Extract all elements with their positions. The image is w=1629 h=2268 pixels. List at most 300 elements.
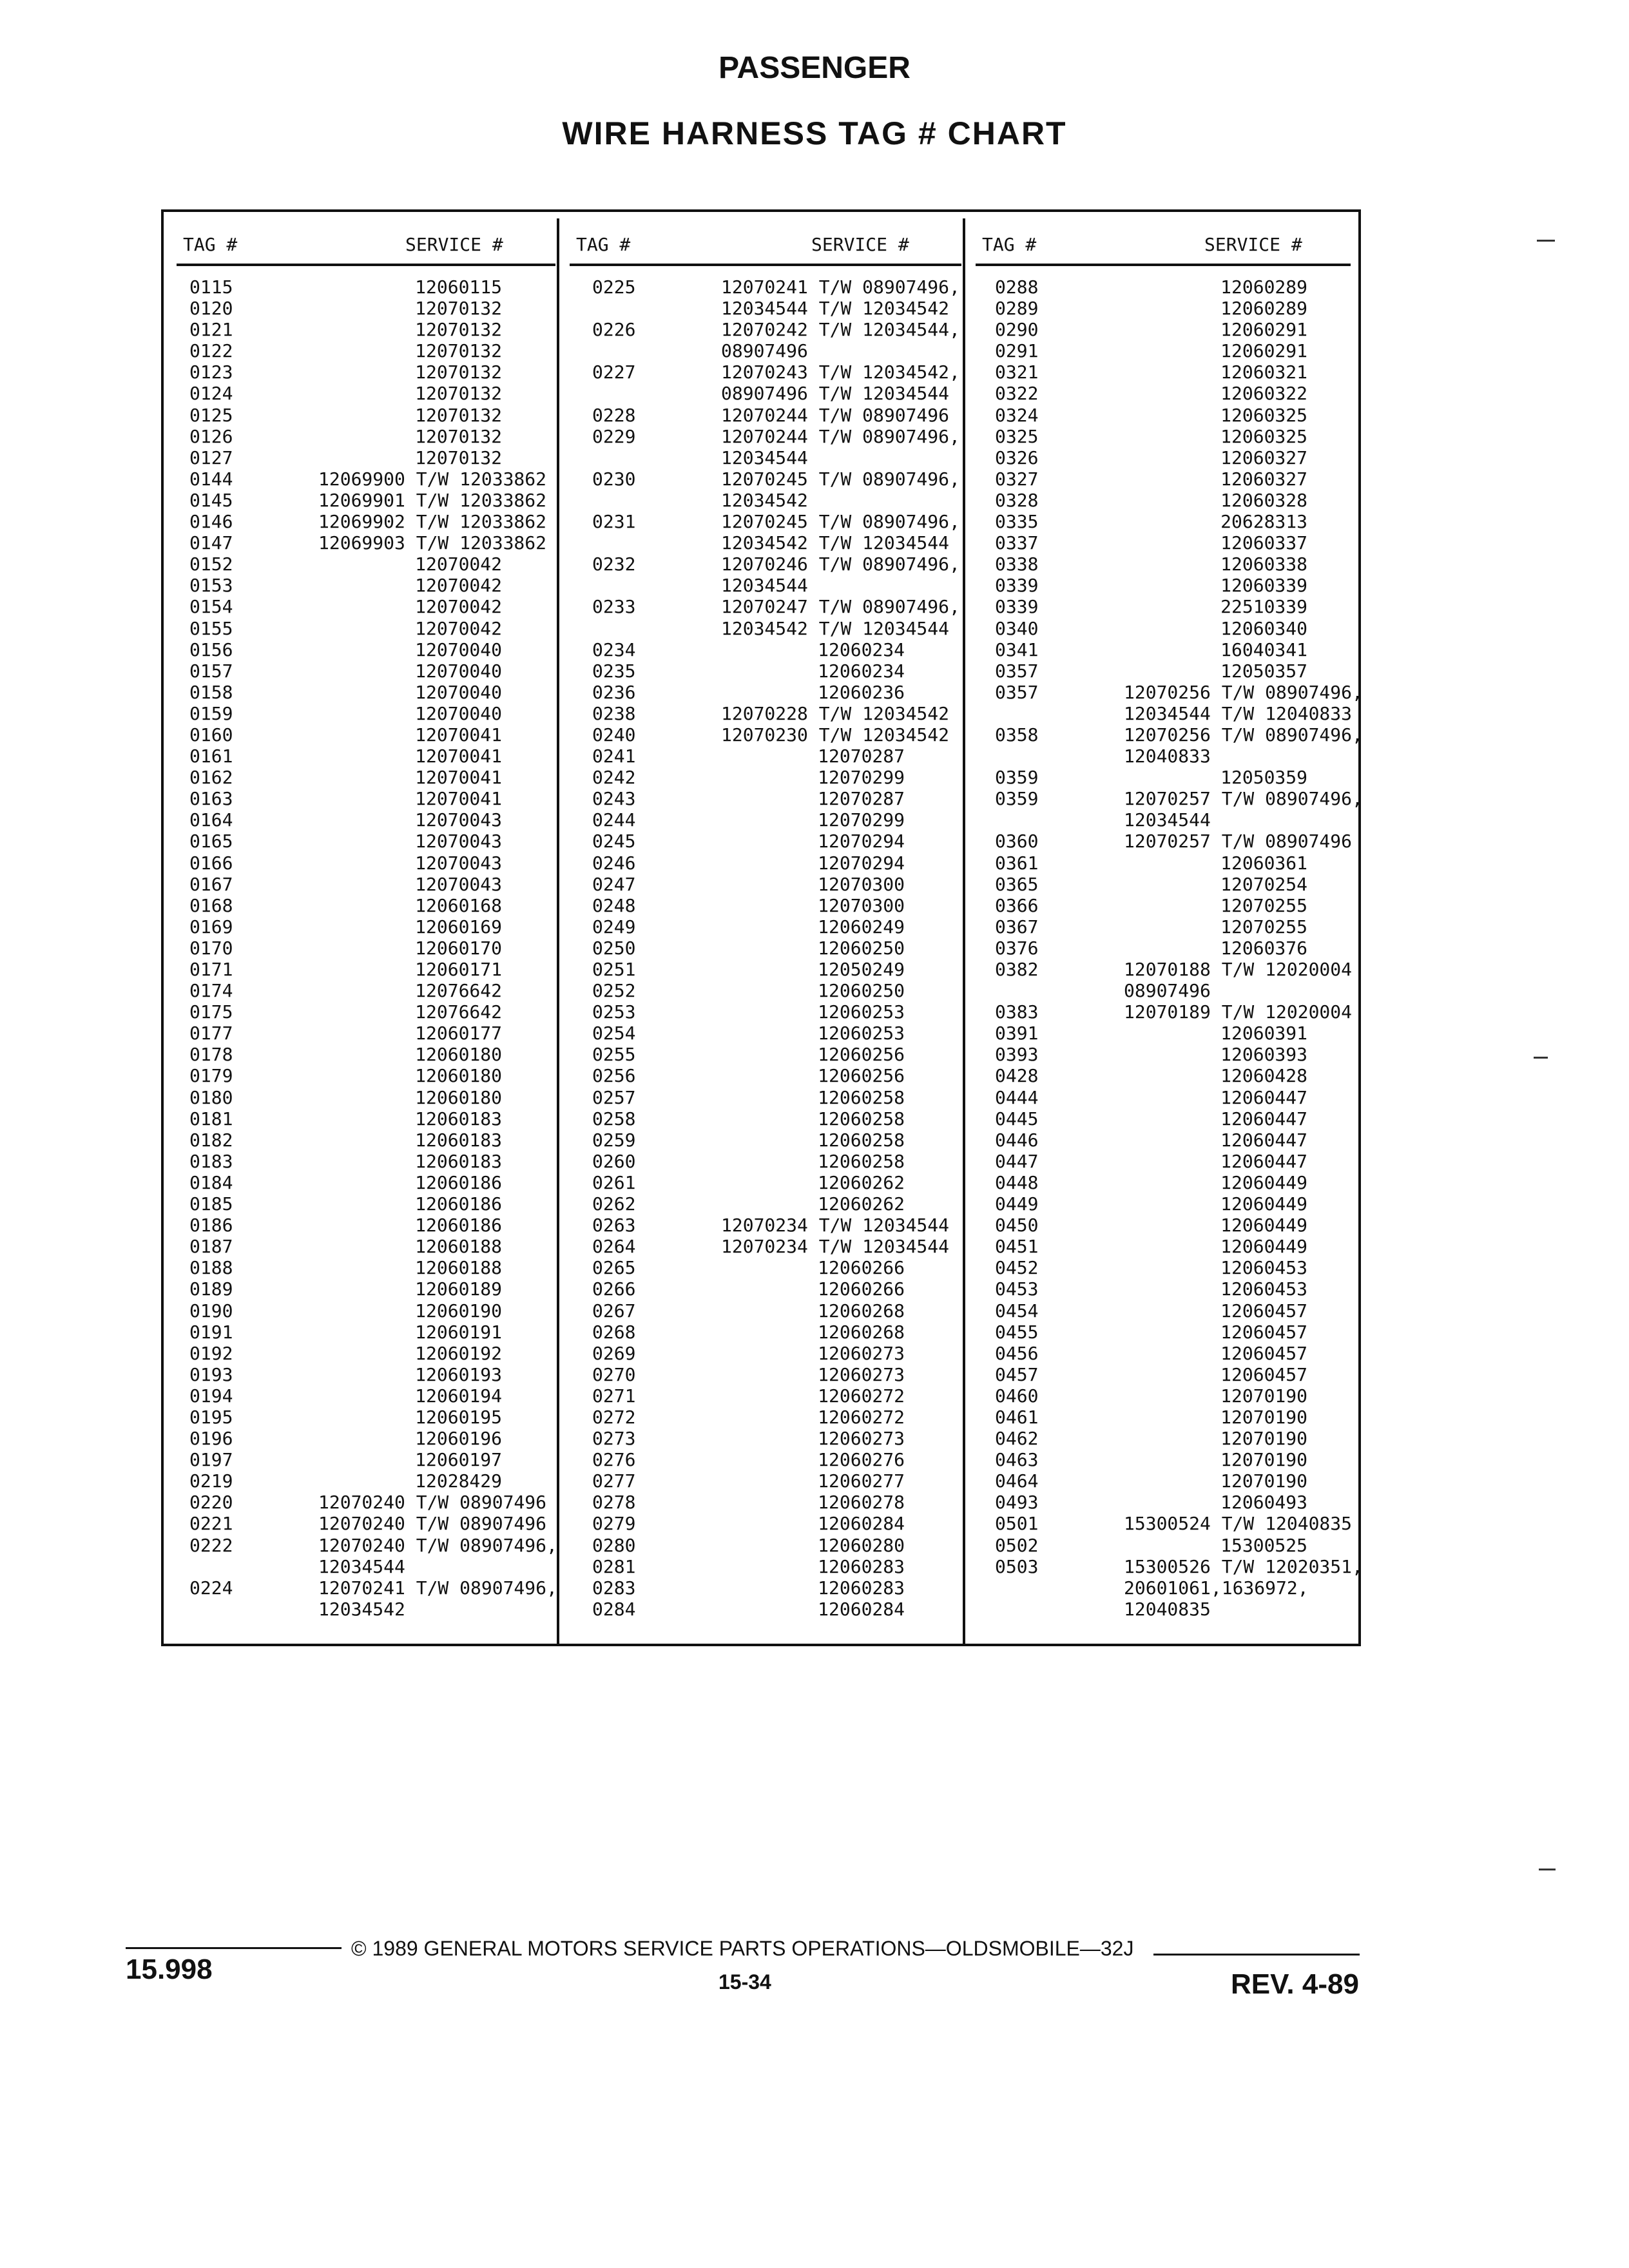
table-row <box>189 618 502 639</box>
service-cell: 12070040 <box>415 639 502 660</box>
table-row <box>995 874 1307 895</box>
tag-cell: 0186 <box>189 1215 233 1236</box>
table-row <box>995 1257 1307 1278</box>
service-cell: 12060273 <box>818 1428 905 1450</box>
table-row <box>592 1300 905 1321</box>
service-cell: 12060262 <box>818 1193 905 1215</box>
service-cell: 12060268 <box>818 1300 905 1321</box>
table-row <box>189 1300 502 1321</box>
tag-cell: 0185 <box>189 1193 233 1215</box>
tag-cell: 0259 <box>592 1129 636 1151</box>
tag-cell: 0260 <box>592 1150 636 1172</box>
service-cell: 12060325 <box>1220 425 1307 447</box>
table-row <box>995 596 1307 617</box>
table-row <box>189 1172 502 1193</box>
tag-cell: 0269 <box>592 1342 636 1364</box>
service-cell: 12060283 <box>818 1555 905 1577</box>
table-row <box>592 361 960 383</box>
tag-cell: 0166 <box>189 852 233 874</box>
tag-cell: 0453 <box>995 1278 1039 1300</box>
table-row <box>995 618 1307 639</box>
service-cell: 12060266 <box>818 1278 905 1300</box>
service-cell: 12060197 <box>415 1449 502 1471</box>
tag-cell: 0254 <box>592 1023 636 1044</box>
service-cell: 12060338 <box>1220 553 1307 575</box>
service-cell: 12050359 <box>1220 767 1307 789</box>
service-cell: 12070244 T/W 08907496 <box>721 404 950 426</box>
table-row <box>592 1129 905 1151</box>
tag-column-3 <box>995 276 1363 1620</box>
tag-cell: 0158 <box>189 681 233 703</box>
table-row <box>189 639 502 660</box>
table-row <box>189 276 502 298</box>
footer-rule <box>126 1947 342 1949</box>
tag-cell: 0266 <box>592 1278 636 1300</box>
table-row <box>995 724 1363 745</box>
table-row <box>995 681 1363 703</box>
table-row <box>592 702 950 724</box>
tag-cell: 0197 <box>189 1449 233 1471</box>
tag-cell <box>592 298 650 319</box>
service-cell: 12060447 <box>1220 1086 1307 1108</box>
service-cell: 12060449 <box>1220 1215 1307 1236</box>
table-row <box>189 1129 502 1151</box>
tag-cell: 0221 <box>189 1513 233 1535</box>
tag-cell: 0335 <box>995 511 1039 533</box>
service-cell: 15300524 T/W 12040835 <box>1124 1513 1353 1535</box>
table-row <box>995 361 1307 383</box>
table-row <box>592 1428 905 1449</box>
service-cell: 12060258 <box>818 1129 905 1151</box>
tag-cell: 0153 <box>189 575 233 597</box>
table-row <box>995 1321 1307 1343</box>
tag-cell: 0170 <box>189 937 233 959</box>
service-cell: 12070043 <box>415 809 502 831</box>
table-row <box>592 1065 905 1086</box>
table-row <box>592 937 905 959</box>
service-cell: 12070132 <box>415 383 502 405</box>
table-row <box>189 895 502 916</box>
table-row <box>189 745 502 767</box>
service-cell: 12060250 <box>818 980 905 1002</box>
table-row <box>592 490 905 511</box>
service-cell: 12070230 T/W 12034542 <box>721 724 950 745</box>
table-row <box>189 511 547 533</box>
tag-cell: 0501 <box>995 1513 1039 1535</box>
tag-header: TAG # <box>576 234 631 255</box>
table-row <box>995 1555 1363 1577</box>
tag-cell: 0283 <box>592 1577 636 1599</box>
table-row <box>995 788 1363 810</box>
tag-cell: 0265 <box>592 1257 636 1279</box>
column-header <box>177 225 555 266</box>
tag-cell: 0163 <box>189 788 233 810</box>
tag-cell: 0191 <box>189 1321 233 1343</box>
tag-cell: 0155 <box>189 617 233 639</box>
copyright-line: © 1989 GENERAL MOTORS SERVICE PARTS OPERATIONS—OLDSMOBILE—32J <box>351 1937 1134 1960</box>
tag-cell: 0367 <box>995 916 1039 937</box>
service-cell: 12060428 <box>1220 1065 1307 1087</box>
tag-header: TAG # <box>183 234 238 255</box>
tag-cell: 0361 <box>995 852 1039 874</box>
column-header <box>976 225 1351 266</box>
tag-cell: 0264 <box>592 1236 636 1258</box>
service-cell: 12060258 <box>818 1086 905 1108</box>
table-row <box>592 1364 905 1385</box>
table-row <box>592 788 905 809</box>
service-cell: 12034544 <box>721 575 808 597</box>
tag-cell: 0376 <box>995 937 1039 959</box>
table-row <box>189 1087 502 1108</box>
table-row <box>189 575 502 596</box>
table-row <box>995 468 1307 490</box>
tag-column-1 <box>189 276 557 1620</box>
service-cell: 12060272 <box>818 1385 905 1407</box>
tag-cell: 0147 <box>189 532 233 554</box>
table-row <box>995 1065 1307 1086</box>
service-cell: 12060277 <box>818 1470 905 1492</box>
tag-cell: 0115 <box>189 276 233 298</box>
service-cell: 12060253 <box>818 1001 905 1023</box>
tag-cell: 0252 <box>592 980 636 1002</box>
table-row <box>592 1278 905 1300</box>
tag-cell: 0125 <box>189 404 233 426</box>
service-cell: 12060262 <box>818 1171 905 1193</box>
tag-cell: 0428 <box>995 1065 1039 1087</box>
tag-cell: 0325 <box>995 425 1039 447</box>
tag-cell: 0248 <box>592 894 636 916</box>
tag-cell: 0452 <box>995 1257 1039 1279</box>
tag-cell: 0358 <box>995 724 1039 745</box>
service-cell: 12060493 <box>1220 1492 1307 1514</box>
tag-cell: 0339 <box>995 596 1039 618</box>
tag-cell: 0250 <box>592 937 636 959</box>
service-cell: 12060273 <box>818 1342 905 1364</box>
table-row <box>189 1215 502 1236</box>
tag-cell: 0177 <box>189 1023 233 1044</box>
service-cell: 12060256 <box>818 1065 905 1087</box>
table-row <box>189 1193 502 1215</box>
table-row <box>592 553 960 575</box>
service-cell: 12060449 <box>1220 1193 1307 1215</box>
table-row <box>592 1343 905 1364</box>
table-row <box>592 468 960 490</box>
table-row <box>592 1556 905 1577</box>
table-row <box>995 511 1307 532</box>
table-row <box>592 1151 905 1172</box>
service-cell: 08907496 <box>721 340 808 362</box>
table-row <box>995 1215 1307 1236</box>
table-row <box>995 383 1307 404</box>
tag-cell: 0284 <box>592 1598 636 1620</box>
tag-cell: 0232 <box>592 553 636 575</box>
service-cell: 12070243 T/W 12034542, <box>721 361 960 383</box>
tag-cell: 0183 <box>189 1150 233 1172</box>
column-header <box>570 225 961 266</box>
service-cell: 12034544 <box>318 1555 405 1577</box>
tag-cell: 0120 <box>189 298 233 320</box>
tag-cell: 0192 <box>189 1342 233 1364</box>
table-row <box>189 405 502 426</box>
tag-cell: 0321 <box>995 361 1039 383</box>
service-cell: 12060361 <box>1220 852 1307 874</box>
table-row <box>995 319 1307 340</box>
tag-cell: 0257 <box>592 1086 636 1108</box>
tag-cell: 0502 <box>995 1534 1039 1556</box>
service-cell: 12070132 <box>415 340 502 362</box>
service-header: SERVICE # <box>405 234 503 255</box>
service-cell: 12060196 <box>415 1428 502 1450</box>
tag-cell: 0123 <box>189 361 233 383</box>
table-row <box>592 276 960 298</box>
tag-cell: 0461 <box>995 1406 1039 1428</box>
tag-cell: 0280 <box>592 1534 636 1556</box>
tag-cell <box>995 1599 1053 1620</box>
tag-cell: 0242 <box>592 767 636 789</box>
service-header: SERVICE # <box>1204 234 1302 255</box>
table-row <box>995 639 1307 660</box>
service-cell: 12060376 <box>1220 937 1307 959</box>
service-cell: 12070190 <box>1220 1385 1307 1407</box>
service-cell: 12060393 <box>1220 1044 1307 1066</box>
table-row <box>189 1470 502 1492</box>
service-cell: 12060180 <box>415 1044 502 1066</box>
tag-cell: 0455 <box>995 1321 1039 1343</box>
tag-cell: 0167 <box>189 873 233 895</box>
service-cell: 12060169 <box>415 916 502 937</box>
service-cell: 12060321 <box>1220 361 1307 383</box>
tag-cell: 0230 <box>592 468 636 490</box>
service-cell: 12060266 <box>818 1257 905 1279</box>
service-cell: 12060328 <box>1220 489 1307 511</box>
service-cell: 12050249 <box>818 959 905 980</box>
table-row <box>592 617 950 639</box>
service-cell: 12060236 <box>818 681 905 703</box>
tag-cell: 0194 <box>189 1385 233 1407</box>
service-cell: 12060457 <box>1220 1342 1307 1364</box>
table-row <box>995 767 1307 788</box>
column-divider <box>963 218 965 1644</box>
tag-cell: 0187 <box>189 1236 233 1258</box>
tag-cell <box>189 1556 247 1577</box>
service-cell: 12060115 <box>415 276 502 298</box>
tag-cell <box>189 1599 247 1620</box>
table-row <box>189 1343 502 1364</box>
table-row <box>592 1193 905 1215</box>
tag-cell: 0196 <box>189 1428 233 1450</box>
table-row <box>189 788 502 809</box>
tag-cell: 0328 <box>995 489 1039 511</box>
service-cell: 12034542 T/W 12034544 <box>721 617 950 639</box>
service-cell: 12069903 T/W 12033862 <box>318 532 547 554</box>
revision: REV. 4-89 <box>1231 1968 1359 2000</box>
table-row <box>592 1599 905 1620</box>
service-cell: 12050357 <box>1220 660 1307 682</box>
service-cell: 12060457 <box>1220 1363 1307 1385</box>
service-cell: 12070228 T/W 12034542 <box>721 702 950 724</box>
tag-cell: 0271 <box>592 1385 636 1407</box>
service-cell: 12060193 <box>415 1363 502 1385</box>
service-cell: 12060273 <box>818 1363 905 1385</box>
table-row <box>189 660 502 682</box>
table-row <box>995 809 1307 831</box>
service-cell: 12060234 <box>818 639 905 660</box>
table-row <box>189 1108 502 1129</box>
table-row <box>995 1023 1307 1044</box>
tag-cell <box>592 618 650 639</box>
table-row <box>189 1023 502 1044</box>
service-cell: 12070294 <box>818 852 905 874</box>
tag-cell: 0228 <box>592 404 636 426</box>
service-cell: 12070132 <box>415 319 502 341</box>
service-header: SERVICE # <box>811 234 909 255</box>
service-cell: 12060180 <box>415 1086 502 1108</box>
service-cell: 12070132 <box>415 404 502 426</box>
service-cell: 12060258 <box>818 1150 905 1172</box>
table-row <box>189 1278 502 1300</box>
tag-cell: 0184 <box>189 1171 233 1193</box>
tag-cell: 0460 <box>995 1385 1039 1407</box>
table-row <box>995 1577 1307 1599</box>
service-cell: 12060449 <box>1220 1171 1307 1193</box>
table-row <box>189 1534 557 1556</box>
table-row <box>592 1321 905 1343</box>
service-cell: 12070287 <box>818 745 905 767</box>
table-row <box>189 1449 502 1470</box>
table-row <box>995 895 1307 916</box>
service-cell: 12034542 <box>721 489 808 511</box>
tag-cell: 0178 <box>189 1044 233 1066</box>
margin-mark <box>1539 1869 1556 1870</box>
table-row <box>592 319 960 341</box>
table-row <box>592 916 905 937</box>
service-cell: 16040341 <box>1220 639 1307 660</box>
tag-cell: 0444 <box>995 1086 1039 1108</box>
tag-cell: 0360 <box>995 831 1039 852</box>
service-cell: 12070190 <box>1220 1470 1307 1492</box>
service-cell: 12070240 T/W 08907496 <box>318 1492 547 1514</box>
table-row <box>592 1087 905 1108</box>
table-row <box>592 874 905 895</box>
tag-cell <box>592 575 650 596</box>
tag-cell: 0450 <box>995 1215 1039 1236</box>
table-row <box>189 724 502 745</box>
tag-cell: 0195 <box>189 1406 233 1428</box>
tag-chart-table <box>161 209 1361 1646</box>
tag-cell: 0145 <box>189 489 233 511</box>
table-row <box>995 959 1353 980</box>
tag-cell: 0171 <box>189 959 233 980</box>
service-cell: 12070043 <box>415 852 502 874</box>
table-row <box>592 1577 905 1599</box>
tag-cell: 0246 <box>592 852 636 874</box>
service-cell: 12070041 <box>415 724 502 745</box>
tag-cell: 0229 <box>592 425 636 447</box>
table-row <box>592 298 950 320</box>
table-row <box>995 276 1307 298</box>
service-cell: 12070132 <box>415 425 502 447</box>
page-number: 15-34 <box>718 1970 771 1994</box>
service-cell: 12060291 <box>1220 340 1307 362</box>
service-cell: 22510339 <box>1220 596 1307 618</box>
tag-cell: 0454 <box>995 1300 1039 1321</box>
table-row <box>189 1151 502 1172</box>
service-cell: 12060276 <box>818 1449 905 1471</box>
tag-cell: 0276 <box>592 1449 636 1471</box>
service-cell: 12070132 <box>415 298 502 320</box>
table-row <box>189 703 502 724</box>
service-cell: 12076642 <box>415 980 502 1002</box>
tag-cell: 0456 <box>995 1342 1039 1364</box>
tag-cell: 0253 <box>592 1001 636 1023</box>
service-cell: 12060280 <box>818 1534 905 1556</box>
tag-cell: 0267 <box>592 1300 636 1321</box>
service-cell: 12060180 <box>415 1065 502 1087</box>
tag-cell: 0324 <box>995 404 1039 426</box>
table-row <box>995 298 1307 319</box>
tag-cell: 0340 <box>995 617 1039 639</box>
tag-cell: 0270 <box>592 1363 636 1385</box>
service-cell: 12060191 <box>415 1321 502 1343</box>
service-cell: 12060268 <box>818 1321 905 1343</box>
tag-cell: 0341 <box>995 639 1039 660</box>
table-row <box>995 1236 1307 1257</box>
tag-cell <box>995 703 1053 724</box>
tag-cell: 0175 <box>189 1001 233 1023</box>
tag-cell: 0366 <box>995 894 1039 916</box>
table-row <box>995 852 1307 874</box>
table-row <box>189 682 502 703</box>
service-cell: 12060192 <box>415 1342 502 1364</box>
service-cell: 12070190 <box>1220 1449 1307 1471</box>
tag-cell: 0157 <box>189 660 233 682</box>
table-row <box>995 1407 1307 1428</box>
table-row <box>995 490 1307 511</box>
table-row <box>592 1108 905 1129</box>
tag-cell: 0393 <box>995 1044 1039 1066</box>
table-row <box>592 532 950 554</box>
service-cell: 12070041 <box>415 745 502 767</box>
tag-cell: 0181 <box>189 1108 233 1129</box>
table-row <box>592 1385 905 1407</box>
table-row <box>592 682 905 703</box>
service-cell: 12060322 <box>1220 383 1307 405</box>
table-row <box>995 1278 1307 1300</box>
table-row <box>189 426 502 447</box>
service-cell: 12076642 <box>415 1001 502 1023</box>
table-row <box>592 767 905 788</box>
service-cell: 12060457 <box>1220 1300 1307 1321</box>
service-cell: 12034544 T/W 12040833 <box>1124 702 1353 724</box>
tag-cell: 0182 <box>189 1129 233 1151</box>
table-row <box>592 980 905 1001</box>
tag-cell: 0261 <box>592 1171 636 1193</box>
table-row <box>189 1364 502 1385</box>
service-cell: 08907496 T/W 12034544 <box>721 383 950 405</box>
table-row <box>189 1428 502 1449</box>
tag-cell: 0244 <box>592 809 636 831</box>
table-row <box>995 745 1307 767</box>
service-cell: 12060186 <box>415 1193 502 1215</box>
table-row <box>189 1065 502 1086</box>
table-row <box>995 1470 1307 1492</box>
tag-cell: 0290 <box>995 319 1039 341</box>
table-row <box>995 1599 1307 1620</box>
service-cell: 12070132 <box>415 361 502 383</box>
service-cell: 12070041 <box>415 767 502 789</box>
tag-cell: 0322 <box>995 383 1039 405</box>
table-row <box>189 596 502 617</box>
